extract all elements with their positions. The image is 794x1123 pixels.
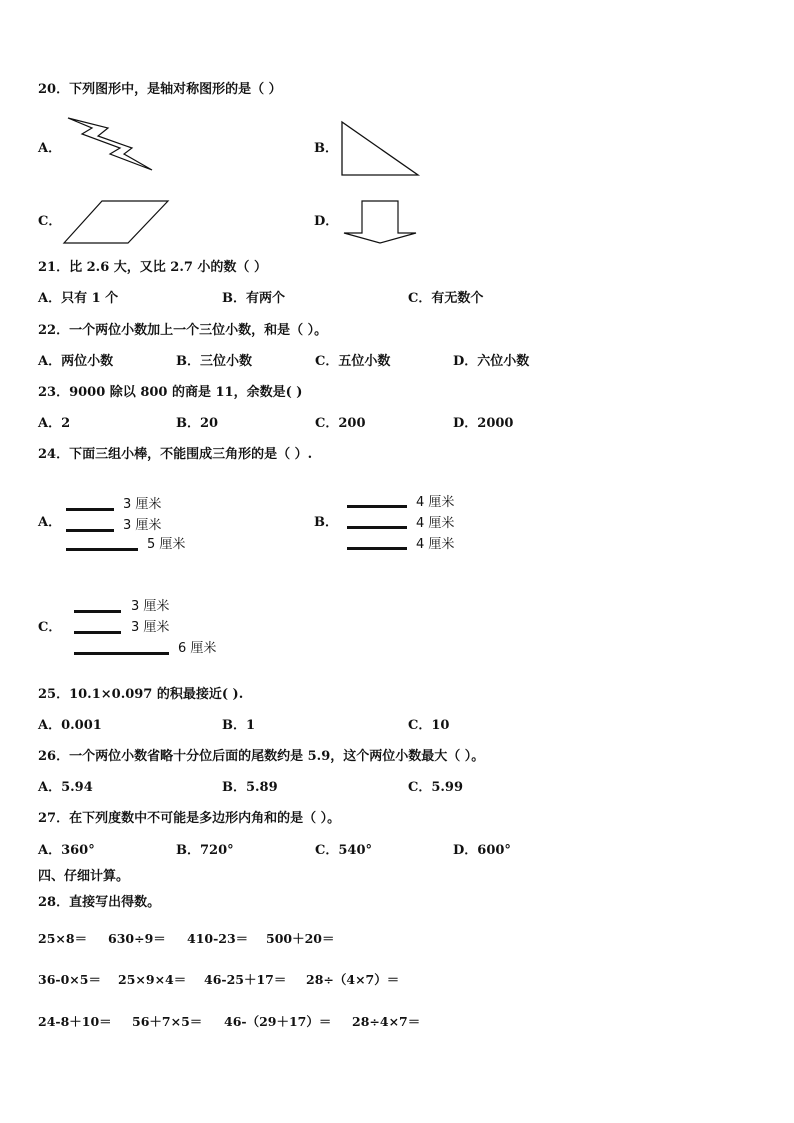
q20-option-a-label[interactable]: A． xyxy=(38,141,62,156)
q23-option-b[interactable]: B．20 xyxy=(176,416,219,431)
q24-group-c-label[interactable]: C． xyxy=(38,620,62,635)
calc-r1-c4: 500＋20＝ xyxy=(266,931,335,946)
q27-option-d[interactable]: D．600° xyxy=(453,843,511,858)
lightning-bolt-icon xyxy=(60,116,156,174)
calc-r2-c1: 36-0×5＝ xyxy=(38,972,101,987)
q20-option-d-label[interactable]: D． xyxy=(314,214,339,229)
q26-option-a[interactable]: A．5.94 xyxy=(38,780,93,795)
q25-stem: 25．10.1×0.097 的积最接近( ). xyxy=(38,687,244,702)
section-4-heading: 四、仔细计算。 xyxy=(38,869,130,884)
q21-option-a[interactable]: A．只有 1 个 xyxy=(38,291,119,306)
parallelogram-icon xyxy=(62,199,170,245)
calc-r3-c4: 28÷4×7＝ xyxy=(352,1014,421,1029)
calc-r3-c1: 24-8＋10＝ xyxy=(38,1014,112,1029)
q23-stem: 23．9000 除以 800 的商是 11，余数是( ) xyxy=(38,385,303,400)
stick-c1-label: 3 厘米 xyxy=(131,599,170,614)
q22-option-c[interactable]: C．五位小数 xyxy=(315,354,391,369)
calc-r2-c2: 25×9×4＝ xyxy=(118,972,187,987)
stick-b2 xyxy=(347,526,407,529)
q27-option-a[interactable]: A．360° xyxy=(38,843,95,858)
q28-stem: 28．直接写出得数。 xyxy=(38,895,161,910)
stick-b2-label: 4 厘米 xyxy=(416,516,455,531)
q23-option-a[interactable]: A．2 xyxy=(38,416,71,431)
q21-stem: 21．比 2.6 大，又比 2.7 小的数（ ） xyxy=(38,260,267,275)
stick-c2 xyxy=(74,631,121,634)
q20-option-b-label[interactable]: B． xyxy=(314,141,338,156)
q22-option-d[interactable]: D．六位小数 xyxy=(453,354,530,369)
q20-stem: 20．下列图形中，是轴对称图形的是（ ） xyxy=(38,82,282,97)
stick-b3-label: 4 厘米 xyxy=(416,537,455,552)
stick-b1-label: 4 厘米 xyxy=(416,495,455,510)
calc-r2-c3: 46-25＋17＝ xyxy=(204,972,287,987)
q24-group-a-label[interactable]: A． xyxy=(38,515,62,530)
q22-stem: 22．一个两位小数加上一个三位小数，和是（ ）。 xyxy=(38,323,328,338)
q26-stem: 26．一个两位小数省略十分位后面的尾数约是 5.9，这个两位小数最大（ ）。 xyxy=(38,749,485,764)
q24-group-b-label[interactable]: B． xyxy=(314,515,338,530)
q23-option-d[interactable]: D．2000 xyxy=(453,416,514,431)
q26-option-b[interactable]: B．5.89 xyxy=(222,780,278,795)
stick-c3-label: 6 厘米 xyxy=(178,641,217,656)
stick-c3 xyxy=(74,652,169,655)
q22-option-a[interactable]: A．两位小数 xyxy=(38,354,114,369)
q21-option-c[interactable]: C．有无数个 xyxy=(408,291,484,306)
calc-r2-c4: 28÷（4×7）＝ xyxy=(306,972,400,987)
stick-a2-label: 3 厘米 xyxy=(123,518,162,533)
calc-r3-c3: 46-（29＋17）＝ xyxy=(224,1014,332,1029)
q25-option-a[interactable]: A．0.001 xyxy=(38,718,102,733)
q23-option-c[interactable]: C．200 xyxy=(315,416,366,431)
stick-a3-label: 5 厘米 xyxy=(147,537,186,552)
stick-a1 xyxy=(66,508,114,511)
q25-option-b[interactable]: B．1 xyxy=(222,718,256,733)
q27-option-c[interactable]: C．540° xyxy=(315,843,372,858)
stick-a1-label: 3 厘米 xyxy=(123,497,162,512)
calc-r1-c2: 630÷9＝ xyxy=(108,931,166,946)
stick-a3 xyxy=(66,548,138,551)
stick-c2-label: 3 厘米 xyxy=(131,620,170,635)
q25-option-c[interactable]: C．10 xyxy=(408,718,450,733)
q21-option-b[interactable]: B．有两个 xyxy=(222,291,285,306)
stick-c1 xyxy=(74,610,121,613)
q22-option-b[interactable]: B．三位小数 xyxy=(176,354,252,369)
stick-b1 xyxy=(347,505,407,508)
stick-a2 xyxy=(66,529,114,532)
calc-r1-c3: 410-23＝ xyxy=(187,931,249,946)
q27-stem: 27．在下列度数中不可能是多边形内角和的是（ ）。 xyxy=(38,811,341,826)
calc-r3-c2: 56＋7×5＝ xyxy=(132,1014,203,1029)
right-triangle-icon xyxy=(340,120,420,178)
q27-option-b[interactable]: B．720° xyxy=(176,843,234,858)
down-arrow-icon xyxy=(340,199,420,245)
q26-option-c[interactable]: C．5.99 xyxy=(408,780,464,795)
q20-option-c-label[interactable]: C． xyxy=(38,214,62,229)
stick-b3 xyxy=(347,547,407,550)
calc-r1-c1: 25×8＝ xyxy=(38,931,88,946)
q24-stem: 24．下面三组小棒，不能围成三角形的是（ ）. xyxy=(38,447,313,462)
